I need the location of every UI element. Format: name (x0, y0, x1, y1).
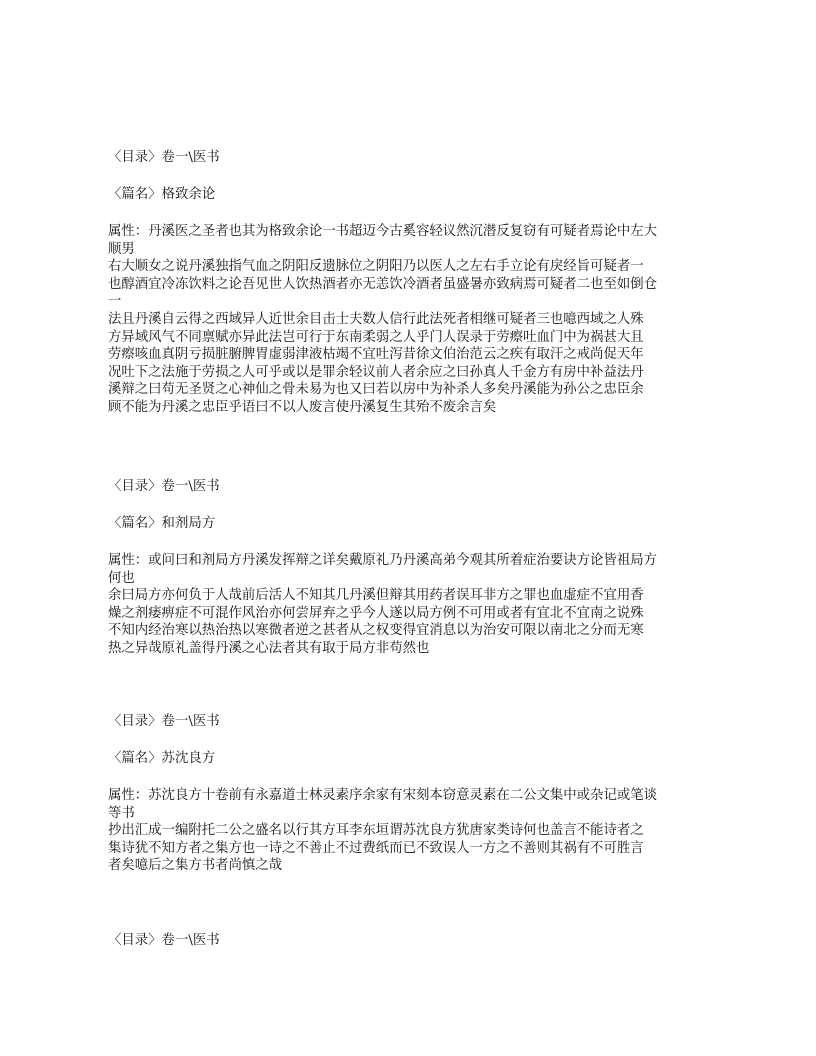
chapter-title: 〈篇名〉和剂局方 (108, 515, 216, 531)
body-line: 劳瘵咳血真阴亏损脏腑脾胃虚弱津液枯竭不宜吐泻昔徐文伯治范云之疾有取汗之戒尚促天年 (108, 347, 644, 363)
entry-section (108, 149, 708, 417)
entry-body (108, 552, 708, 658)
entry-section (108, 713, 708, 875)
body-line: 燥之剂痿痹症不可混作风治亦何尝屏弃之乎今人遂以局方例不可用或者有宜北不宜南之说殊 (108, 605, 644, 621)
body-line: 顾不能为丹溪之忠臣乎语曰不以人废言使丹溪复生其殆不废余言矣 (108, 399, 497, 415)
entry-section (108, 932, 708, 950)
body-line: 属性：或问曰和剂局方丹溪发挥辩之详矣戴原礼乃丹溪高弟今观其所着症治要诀方论皆祖局方 (108, 552, 658, 568)
body-line: 热之异哉原礼盖得丹溪之心法者其有取于局方非苟然也 (108, 640, 430, 656)
body-line: 属性：苏沈良方十卷前有永嘉道士林灵素序余家有宋刻本窃意灵素在二公文集中或杂记或笔谈 (108, 787, 658, 803)
body-line: 属性：丹溪医之圣者也其为格致余论一书超迈今古奚容轻议然沉潜反复窃有可疑者焉论中左大 (108, 223, 658, 239)
body-line: 抄出汇成一编附托二公之盛名以行其方耳李东垣谓苏沈良方犹唐家类诗何也盖言不能诗者之 (108, 823, 644, 839)
body-line: 顺男 (108, 241, 135, 257)
body-line: 法且丹溪自云得之西域异人近世余目击士夫数人信行此法死者相继可疑者三也噫西域之人殊 (108, 311, 644, 327)
catalog-heading: 〈目录〉卷一\医书 (108, 150, 220, 165)
entry-body (108, 223, 708, 417)
body-line: 集诗犹不知方者之集方也一诗之不善止不过费纸而已不致误人一方之不善则其祸有不可胜言 (108, 840, 644, 856)
catalog-heading: 〈目录〉卷一\医书 (108, 933, 220, 948)
body-line: 溪辩之曰苟无圣贤之心神仙之骨未易为也又曰若以房中为补杀人多矣丹溪能为孙公之忠臣余 (108, 382, 644, 398)
catalog-heading: 〈目录〉卷一\医书 (108, 714, 220, 729)
body-line: 右大顺女之说丹溪独指气血之阴阳反遗脉位之阴阳乃以医人之左右手立论有戾经旨可疑者一 (108, 259, 644, 275)
body-line: 何也 (108, 570, 135, 586)
chapter-title: 〈篇名〉苏沈良方 (108, 750, 216, 766)
body-line: 况吐下之法施于劳损之人可乎或以是罪余轻议前人者余应之曰孙真人千金方有房中补益法丹 (108, 364, 644, 380)
catalog-heading: 〈目录〉卷一\医书 (108, 479, 220, 494)
body-line: 也醇酒宜冷冻饮料之论吾见世人饮热酒者亦无恙饮冷酒者虽盛暑亦致病焉可疑者二也至如倒仓 (108, 276, 658, 292)
body-line: 等书 (108, 805, 135, 821)
body-line: 者矣噫后之集方书者尚慎之哉 (108, 858, 283, 874)
body-line: 余曰局方亦何负于人哉前后活人不知其几丹溪但辩其用药者误耳非方之罪也血虚症不宜用香 (108, 588, 644, 604)
entry-body (108, 787, 708, 875)
chapter-title: 〈篇名〉格致余论 (108, 186, 216, 202)
body-line: 方异域风气不同禀赋亦异此法岂可行于东南柔弱之人乎门人误录于劳瘵吐血门中为祸甚大且 (108, 329, 644, 345)
body-line: 不知内经治寒以热治热以寒微者逆之甚者从之权变得宜消息以为治安可限以南北之分而无寒 (108, 623, 644, 639)
body-line: 一 (108, 294, 122, 310)
entry-section (108, 478, 708, 658)
